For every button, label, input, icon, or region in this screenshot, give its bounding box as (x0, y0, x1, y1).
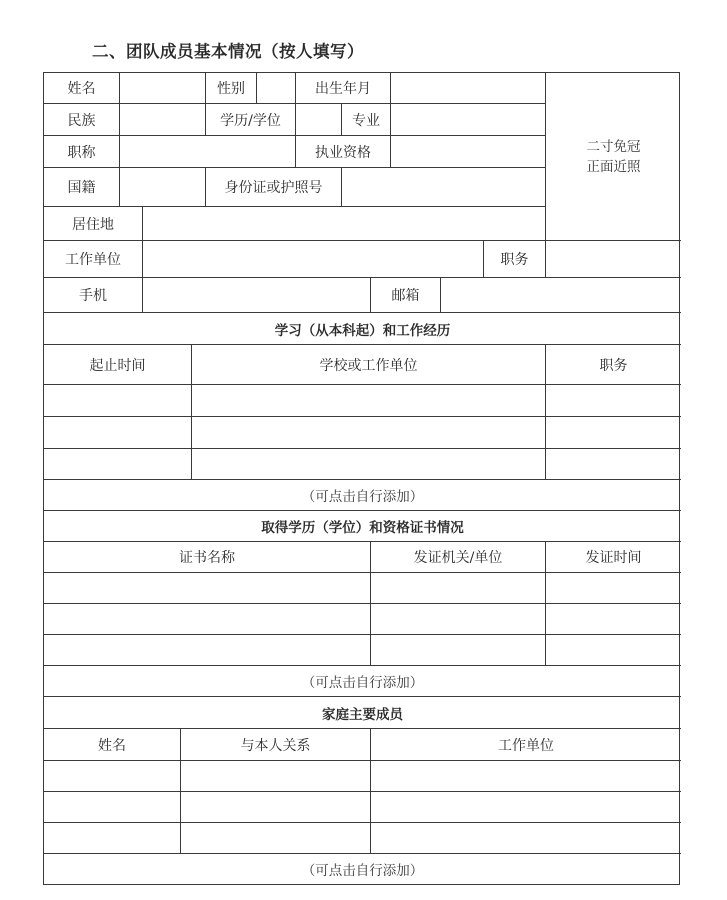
label-name: 姓名 (44, 73, 120, 104)
field-title[interactable] (120, 136, 296, 168)
field-degree[interactable] (296, 104, 342, 136)
certificate-cell[interactable] (371, 604, 546, 635)
certificate-cell[interactable] (44, 573, 371, 604)
certificates-heading: 取得学历（学位）和资格证书情况 (44, 511, 681, 542)
certificate-cell[interactable] (44, 604, 371, 635)
family-cell[interactable] (181, 823, 371, 854)
experience-cell[interactable] (44, 449, 192, 480)
experience-col-org: 学校或工作单位 (192, 345, 546, 385)
label-birth: 出生年月 (296, 73, 391, 104)
label-employer: 工作单位 (44, 241, 143, 278)
field-birth[interactable] (391, 73, 546, 104)
experience-cell[interactable] (44, 385, 192, 417)
field-email[interactable] (441, 278, 681, 313)
certificate-cell[interactable] (546, 573, 681, 604)
certificates-col-name: 证书名称 (44, 542, 371, 573)
label-major: 专业 (342, 104, 391, 136)
experience-cell[interactable] (192, 417, 546, 449)
certificates-add-row-button[interactable]: （可点击自行添加） (44, 666, 681, 697)
experience-cell[interactable] (44, 417, 192, 449)
experience-cell[interactable] (546, 417, 681, 449)
experience-cell[interactable] (192, 385, 546, 417)
family-add-row-button[interactable]: （可点击自行添加） (301, 863, 424, 879)
label-degree: 学历/学位 (206, 104, 296, 136)
member-info-form (43, 72, 680, 885)
section-title: 二、团队成员基本情况（按人填写） (92, 42, 364, 61)
certificate-cell[interactable] (44, 635, 371, 666)
family-col-name: 姓名 (44, 729, 181, 761)
family-cell[interactable] (44, 792, 181, 823)
experience-cell[interactable] (192, 449, 546, 480)
field-position[interactable] (546, 241, 681, 278)
family-cell[interactable] (371, 761, 681, 792)
label-id-number: 身份证或护照号 (206, 168, 342, 207)
certificates-col-date: 发证时间 (546, 542, 681, 573)
label-phone: 手机 (44, 278, 143, 313)
certificate-cell[interactable] (546, 635, 681, 666)
family-cell[interactable] (44, 823, 181, 854)
field-qualification[interactable] (391, 136, 546, 168)
family-cell[interactable] (181, 792, 371, 823)
label-gender: 性别 (206, 73, 257, 104)
label-nationality: 国籍 (44, 168, 120, 207)
label-ethnicity: 民族 (44, 104, 120, 136)
family-col-relation: 与本人关系 (181, 729, 371, 761)
family-heading: 家庭主要成员 (44, 697, 681, 729)
family-col-employer: 工作单位 (371, 729, 681, 761)
certificate-cell[interactable] (371, 635, 546, 666)
photo-label-line2: 正面近照 (586, 158, 641, 175)
experience-cell[interactable] (546, 385, 681, 417)
field-name[interactable] (120, 73, 206, 104)
certificate-cell[interactable] (546, 604, 681, 635)
experience-add-row-button[interactable]: （可点击自行添加） (44, 480, 681, 511)
label-position: 职务 (484, 241, 546, 278)
certificate-cell[interactable] (371, 573, 546, 604)
family-cell[interactable] (181, 761, 371, 792)
field-gender[interactable] (257, 73, 296, 104)
label-title: 职称 (44, 136, 120, 168)
experience-heading: 学习（从本科起）和工作经历 (44, 313, 681, 345)
label-residence: 居住地 (44, 207, 143, 241)
experience-col-period: 起止时间 (44, 345, 192, 385)
label-qualification: 执业资格 (296, 136, 391, 168)
certificates-col-issuer: 发证机关/单位 (371, 542, 546, 573)
family-cell[interactable] (371, 823, 681, 854)
experience-col-role: 职务 (546, 345, 681, 385)
field-id-number[interactable] (342, 168, 546, 207)
photo-placeholder[interactable] (546, 73, 681, 241)
experience-cell[interactable] (546, 449, 681, 480)
field-ethnicity[interactable] (120, 104, 206, 136)
family-cell[interactable] (44, 761, 181, 792)
label-email: 邮箱 (371, 278, 441, 313)
field-phone[interactable] (143, 278, 371, 313)
field-major[interactable] (391, 104, 546, 136)
field-nationality[interactable] (120, 168, 206, 207)
photo-label-line1: 二寸免冠 (586, 138, 641, 155)
family-cell[interactable] (371, 792, 681, 823)
field-employer[interactable] (143, 241, 484, 278)
field-residence[interactable] (143, 207, 546, 241)
